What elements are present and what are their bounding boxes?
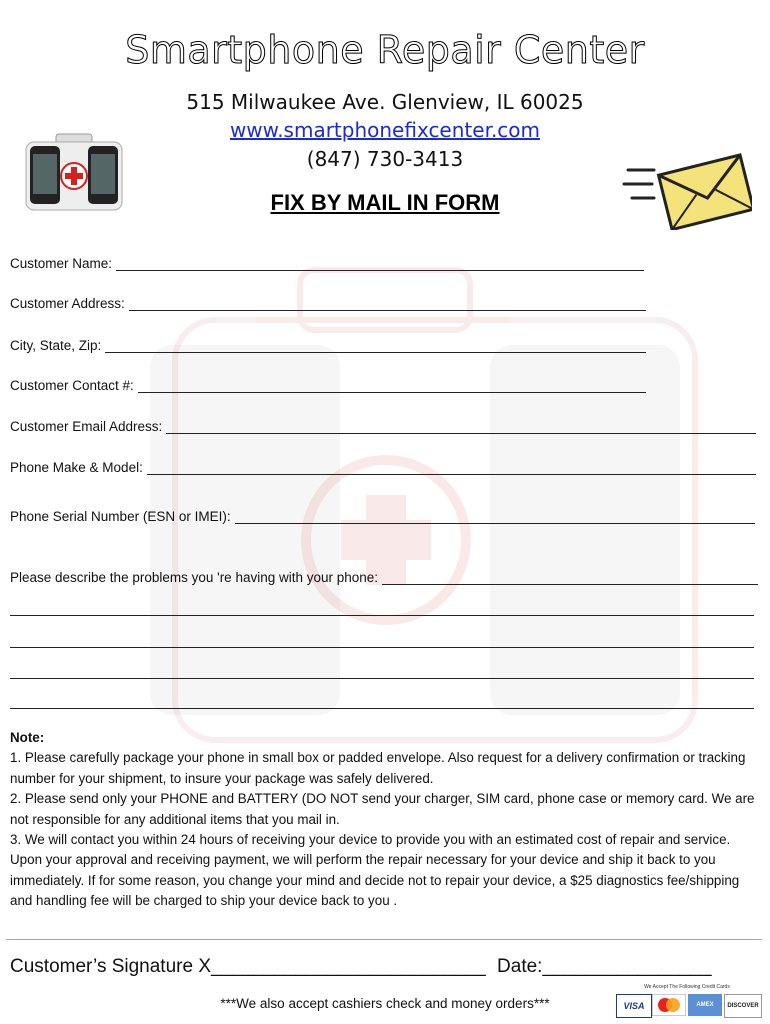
page-title: Smartphone Repair Center (125, 28, 645, 72)
signature-row (10, 956, 712, 978)
cards-caption: We Accept The Following Credit Cards (644, 984, 730, 990)
visa-card: VISA (616, 994, 652, 1018)
customer-contact-field (10, 378, 646, 393)
customer-address-field (10, 296, 646, 311)
customer-name-field (10, 256, 644, 271)
city-state-zip-input[interactable] (105, 339, 646, 353)
note-item-3: 3. We will contact you within 24 hours of receiving your device to provide you with an estimated cost of repair and service. Upon your approval and receiving payment, we will perform the repair necessary for your device and ship it back to you immediately. If for some reason, you change your mind and decide not to repair your device, a $25 diagnostics fee/shipping and handling fee will be charged to ship your device back to you . (10, 832, 740, 909)
website-link[interactable]: www.smartphonefixcenter.com (229, 118, 541, 142)
phone-make-model-input[interactable] (147, 461, 756, 475)
divider (6, 939, 762, 940)
problems-line-4[interactable] (10, 708, 754, 709)
customer-email-field (10, 419, 756, 434)
note-item-1: 1. Please carefully package your phone in small box or padded envelope. Also request for a delivery confirmation or tracking number for your shipment, to insure your package was safely delivered. (10, 750, 746, 786)
customer-address-label: Customer Address: (10, 296, 125, 311)
problems-label: Please describe the problems you 're having with your phone: (10, 570, 379, 585)
notes-section (10, 728, 758, 912)
phone-serial-input[interactable] (235, 510, 755, 524)
store-address: 515 Milwaukee Ave. Glenview, IL 60025 (186, 90, 584, 114)
phone-make-model-field (10, 460, 756, 475)
problems-line-3[interactable] (10, 678, 754, 679)
customer-address-input[interactable] (129, 297, 646, 311)
customer-name-input[interactable] (116, 257, 644, 271)
customer-email-label: Customer Email Address: (10, 419, 163, 434)
phone-make-model-label: Phone Make & Model: (10, 460, 143, 475)
customer-email-input[interactable] (166, 420, 756, 434)
problems-line-1[interactable] (10, 615, 754, 616)
amex-card: AMEX (688, 994, 722, 1016)
city-state-zip-label: City, State, Zip: (10, 338, 102, 353)
store-phone: (847) 730-3413 (306, 147, 464, 171)
problems-line-2[interactable] (10, 647, 754, 648)
customer-contact-label: Customer Contact #: (10, 378, 134, 393)
problems-field (10, 570, 758, 585)
customer-name-label: Customer Name: (10, 256, 113, 271)
note-item-2: 2. Please send only your PHONE and BATTERY (DO NOT send your charger, SIM card, phone case or memory card. We are not responsible for any additional items that you mail in. (10, 791, 755, 827)
phone-serial-label: Phone Serial Number (ESN or IMEI): (10, 509, 231, 524)
city-state-zip-field (10, 338, 646, 353)
customer-contact-input[interactable] (138, 379, 646, 393)
notes-heading: Note: (10, 730, 45, 745)
date-label[interactable]: Date:________________ (497, 956, 712, 977)
form-title: FIX BY MAIL IN FORM (270, 190, 500, 215)
credit-cards-icon (612, 984, 762, 1024)
discover-card: DISCOVER (724, 994, 762, 1018)
signature-label[interactable]: Customer’s Signature X__________________________ (10, 956, 486, 977)
problems-input[interactable] (382, 571, 758, 585)
footer-note: ***We also accept cashiers check and money orders*** (220, 996, 550, 1011)
phone-serial-field (10, 509, 755, 524)
mastercard-icon (652, 994, 686, 1016)
